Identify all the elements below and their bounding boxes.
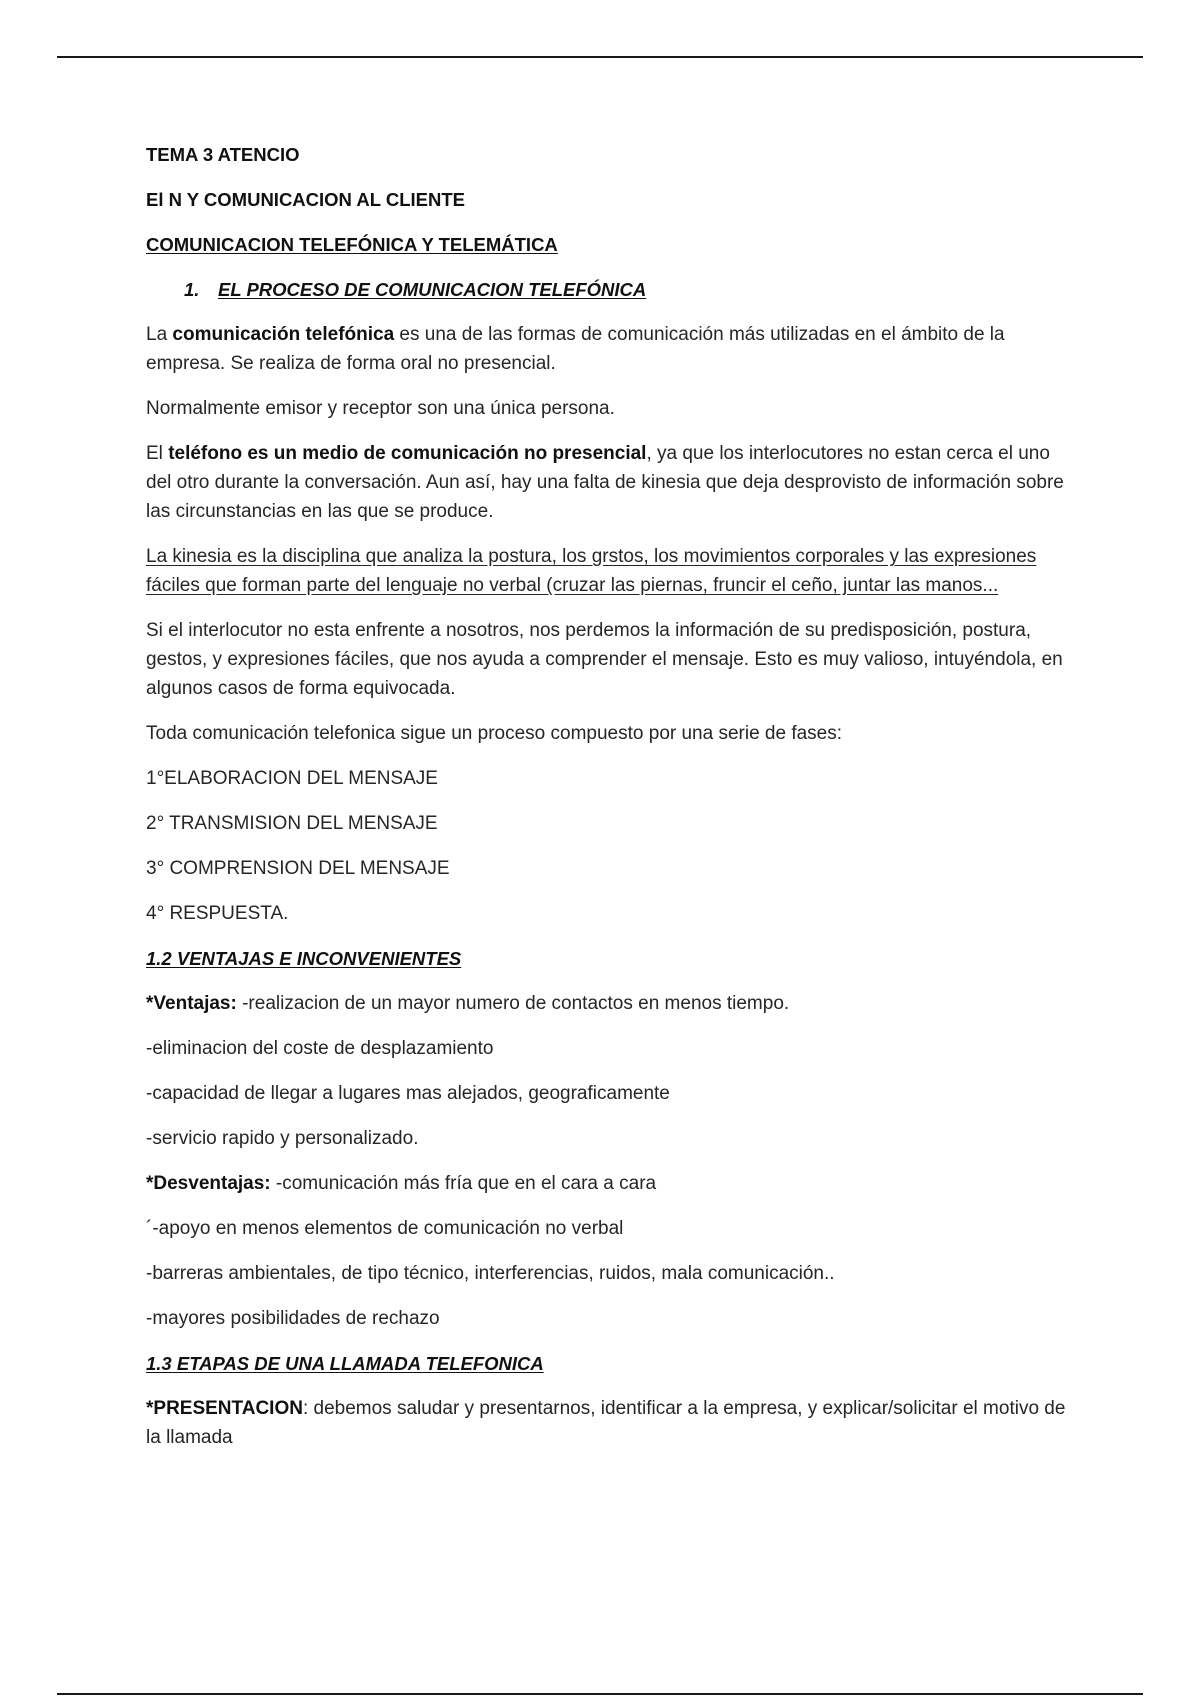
ventajas-item-3: -servicio rapido y personalizado.	[146, 1128, 419, 1149]
ventajas-label: *Ventajas:	[146, 993, 237, 1014]
phase-item-1: 1°ELABORACION DEL MENSAJE	[146, 768, 438, 789]
paragraph-6: Toda comunicación telefonica sigue un proceso compuesto por una serie de fases:	[146, 723, 843, 744]
paragraph-1	[146, 320, 1066, 378]
bottom-rule	[57, 1693, 1143, 1695]
desventajas-item-3: -mayores posibilidades de rechazo	[146, 1308, 440, 1329]
paragraph-3-post: , ya que los interlocutores no estan cerca el uno del otro durante la conversación. Aun así, hay una falta de kinesia que deja desprovisto de información sobre las circunstancias en las que se produce.	[146, 443, 1064, 522]
phase-item-3: 3° COMPRENSION DEL MENSAJE	[146, 858, 450, 879]
section-1-3-heading: 1.3 ETAPAS DE UNA LLAMADA TELEFONICA	[146, 1353, 544, 1374]
paragraph-3	[146, 439, 1066, 526]
phase-item-4: 4° RESPUESTA.	[146, 903, 289, 924]
section-1-number: 1.	[184, 279, 200, 300]
desventajas-first	[146, 1169, 1066, 1198]
ventajas-first-text: -realizacion de un mayor numero de contactos en menos tiempo.	[236, 993, 790, 1014]
doc-title-line-2: El N Y COMUNICACION AL CLIENTE	[146, 189, 465, 210]
presentacion-label: *PRESENTACION	[146, 1398, 303, 1419]
section-1-heading	[146, 275, 1066, 304]
phase-item-2: 2° TRANSMISION DEL MENSAJE	[146, 813, 438, 834]
desventajas-item-2: -barreras ambientales, de tipo técnico, interferencias, ruidos, mala comunicación..	[146, 1263, 835, 1284]
doc-title-line-3: COMUNICACION TELEFÓNICA Y TELEMÁTICA	[146, 234, 558, 255]
paragraph-3-pre: El	[146, 443, 169, 464]
top-rule	[57, 56, 1143, 58]
paragraph-3-bold: teléfono es un medio de comunicación no presencial	[168, 443, 647, 464]
ventajas-item-1: -eliminacion del coste de desplazamiento	[146, 1038, 494, 1059]
presentacion-paragraph	[146, 1394, 1066, 1452]
paragraph-kinesia: La kinesia es la disciplina que analiza la postura, los grstos, los movimientos corporales y las expresiones fáciles que forman parte del lenguaje no verbal (cruzar las piernas, fruncir el ceño, juntar las manos...	[146, 546, 1037, 596]
paragraph-1-post: es una de las formas de comunicación más utilizadas en el ámbito de la empresa. Se realiza de forma oral no presencial.	[146, 324, 1005, 374]
desventajas-first-text: -comunicación más fría que en el cara a cara	[270, 1173, 657, 1194]
doc-title-line-1: TEMA 3 ATENCIO	[146, 144, 300, 165]
paragraph-1-pre: La	[146, 324, 173, 345]
section-1-title: EL PROCESO DE COMUNICACION TELEFÓNICA	[218, 279, 647, 300]
presentacion-text: : debemos saludar y presentarnos, identificar a la empresa, y explicar/solicitar el motivo de la llamada	[146, 1398, 1066, 1448]
ventajas-first	[146, 989, 1066, 1018]
desventajas-item-1: ´-apoyo en menos elementos de comunicación no verbal	[146, 1218, 624, 1239]
paragraph-1-bold: comunicación telefónica	[172, 324, 395, 345]
paragraph-2: Normalmente emisor y receptor son una única persona.	[146, 398, 615, 419]
paragraph-5: Si el interlocutor no esta enfrente a nosotros, nos perdemos la información de su predisposición, postura, gestos, y expresiones fáciles, que nos ayuda a comprender el mensaje. Esto es muy valioso, intuyéndola, en algunos casos de forma equivocada.	[146, 620, 1063, 699]
desventajas-label: *Desventajas:	[146, 1173, 271, 1194]
ventajas-item-2: -capacidad de llegar a lugares mas alejados, geograficamente	[146, 1083, 670, 1104]
section-1-2-heading: 1.2 VENTAJAS E INCONVENIENTES	[146, 948, 462, 969]
document-body	[146, 140, 1066, 1468]
